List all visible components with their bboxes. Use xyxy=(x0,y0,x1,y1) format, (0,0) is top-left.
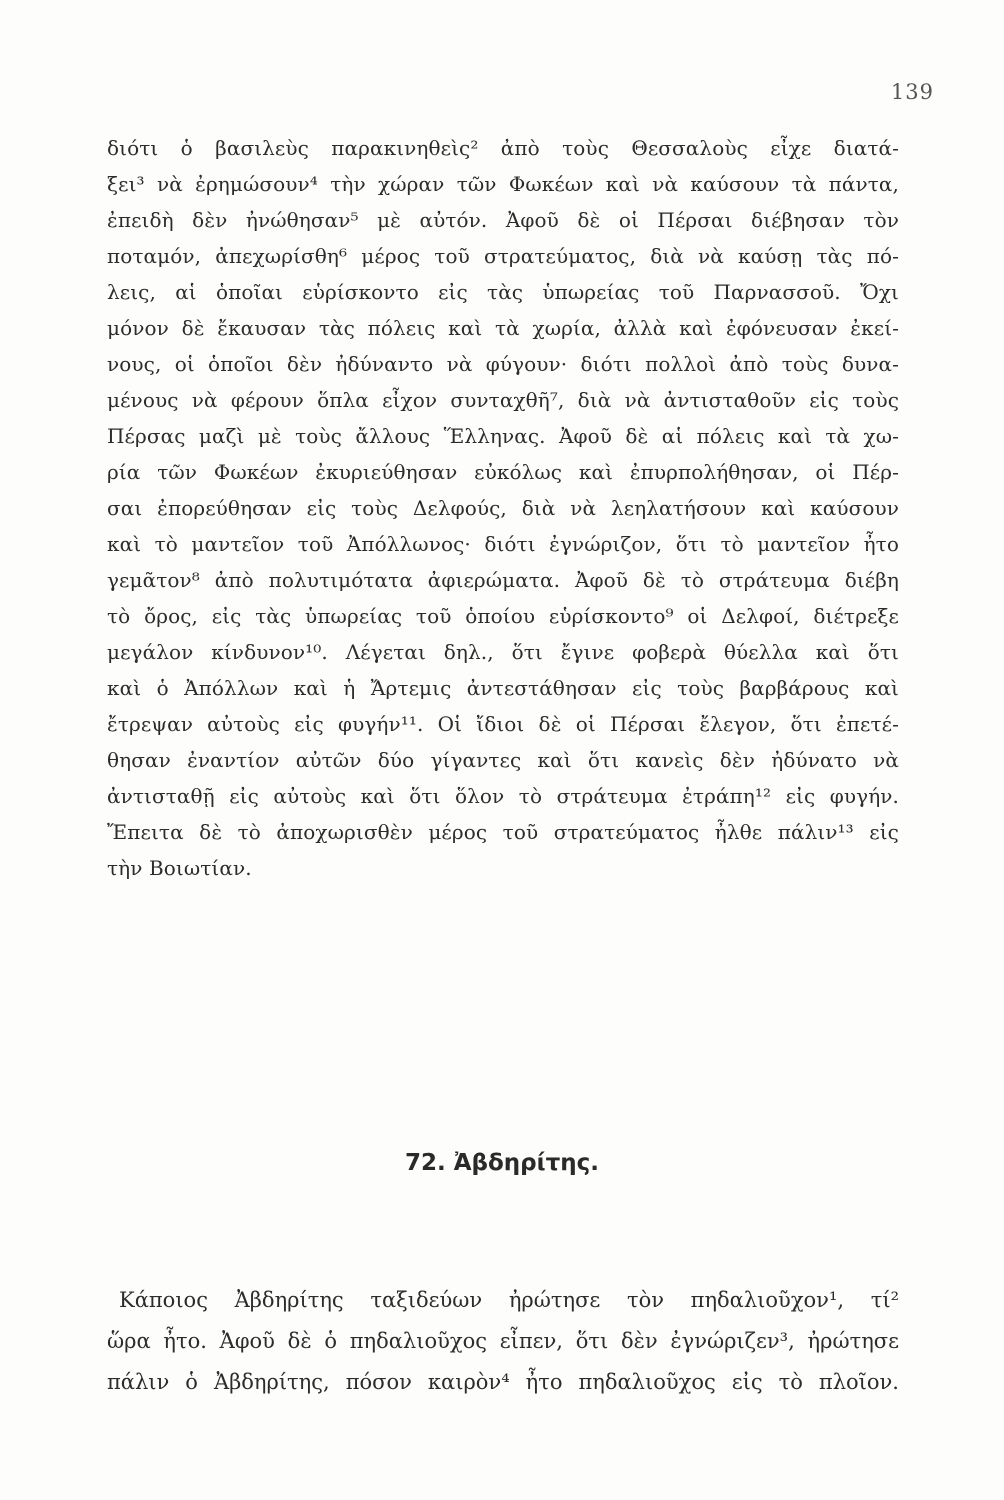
passage-line: ξει³ νὰ ἐρημώσουν⁴ τὴν χώραν τῶν Φωκέων καὶ νὰ καύσουν τὰ πάντα, xyxy=(107,172,899,196)
passage-text xyxy=(107,130,899,886)
passage-line: μόνον δὲ ἔκαυσαν τὰς πόλεις καὶ τὰ χωρία, ἀλλὰ καὶ ἐφόνευσαν ἐκεί- xyxy=(107,316,899,340)
passage-line: τὴν Βοιωτίαν. xyxy=(107,856,252,880)
passage-line: λεις, αἱ ὁποῖαι εὑρίσκοντο εἰς τὰς ὑπωρείας τοῦ Παρνασσοῦ. Ὄχι xyxy=(107,280,899,304)
page-number: 139 xyxy=(890,80,934,104)
passage-line: ἔτρεψαν αὐτοὺς εἰς φυγήν¹¹. Οἱ ἴδιοι δὲ οἱ Πέρσαι ἔλεγον, ὅτι ἐπετέ- xyxy=(107,712,899,736)
passage-line: ἐπειδὴ δὲν ἠνώθησαν⁵ μὲ αὐτόν. Ἀφοῦ δὲ οἱ Πέρσαι διέβησαν τὸν xyxy=(107,208,899,232)
passage-line: ρία τῶν Φωκέων ἐκυριεύθησαν εὐκόλως καὶ ἐπυρπολήθησαν, οἱ Πέρ- xyxy=(107,460,899,484)
passage-line: Ἔπειτα δὲ τὸ ἀποχωρισθὲν μέρος τοῦ στρατεύματος ἦλθε πάλιν¹³ εἰς xyxy=(107,820,899,844)
section-heading: 72. Ἀβδηρίτης. xyxy=(404,1150,600,1176)
passage-line: σαι ἐπορεύθησαν εἰς τοὺς Δελφούς, διὰ νὰ λεηλατήσουν καὶ καύσουν xyxy=(107,496,899,520)
passage-line: καὶ τὸ μαντεῖον τοῦ Ἀπόλλωνος· διότι ἐγνώριζον, ὅτι τὸ μαντεῖον ἦτο xyxy=(107,532,899,556)
passage-line: Πέρσας μαζὶ μὲ τοὺς ἄλλους Ἕλληνας. Ἀφοῦ δὲ αἱ πόλεις καὶ τὰ χω- xyxy=(107,424,899,448)
passage-line: νους, οἱ ὁποῖοι δὲν ἠδύναντο νὰ φύγουν· διότι πολλοὶ ἀπὸ τοὺς δυνα- xyxy=(107,352,899,376)
passage-line: ἀντισταθῇ εἰς αὐτοὺς καὶ ὅτι ὅλον τὸ στράτευμα ἐτράπη¹² εἰς φυγήν. xyxy=(107,784,899,808)
passage-line: μένους νὰ φέρουν ὅπλα εἶχον συνταχθῆ⁷, διὰ νὰ ἀντισταθοῦν εἰς τοὺς xyxy=(107,388,899,412)
story-line: Κάποιος Ἀβδηρίτης ταξιδεύων ἠρώτησε τὸν πηδαλιοῦχον¹, τί² xyxy=(119,1288,899,1312)
story-text xyxy=(107,1280,899,1403)
passage-line: μεγάλον κίνδυνον¹⁰. Λέγεται δηλ., ὅτι ἔγινε φοβερὰ θύελλα καὶ ὅτι xyxy=(107,640,899,664)
passage-line: θησαν ἐναντίον αὐτῶν δύο γίγαντες καὶ ὅτι κανεὶς δὲν ἠδύνατο νὰ xyxy=(107,748,899,772)
passage-line: καὶ ὁ Ἀπόλλων καὶ ἡ Ἄρτεμις ἀντεστάθησαν εἰς τοὺς βαρβάρους καὶ xyxy=(107,676,899,700)
story-line: ὥρα ἦτο. Ἀφοῦ δὲ ὁ πηδαλιοῦχος εἶπεν, ὅτι δὲν ἐγνώριζεν³, ἠρώτησε xyxy=(107,1329,899,1353)
passage-line: γεμᾶτον⁸ ἀπὸ πολυτιμότατα ἀφιερώματα. Ἀφοῦ δὲ τὸ στράτευμα διέβη xyxy=(107,568,899,592)
story-line: πάλιν ὁ Ἀβδηρίτης, πόσον καιρὸν⁴ ἦτο πηδαλιοῦχος εἰς τὸ πλοῖον. xyxy=(107,1370,899,1394)
passage-line: ποταμόν, ἀπεχωρίσθη⁶ μέρος τοῦ στρατεύματος, διὰ νὰ καύσῃ τὰς πό- xyxy=(107,244,899,268)
passage-line: διότι ὁ βασιλεὺς παρακινηθεὶς² ἀπὸ τοὺς Θεσσαλοὺς εἶχε διατά- xyxy=(107,136,899,160)
passage-line: τὸ ὄρος, εἰς τὰς ὑπωρείας τοῦ ὁποίου εὑρίσκοντο⁹ οἱ Δελφοί, διέτρεξε xyxy=(107,604,899,628)
